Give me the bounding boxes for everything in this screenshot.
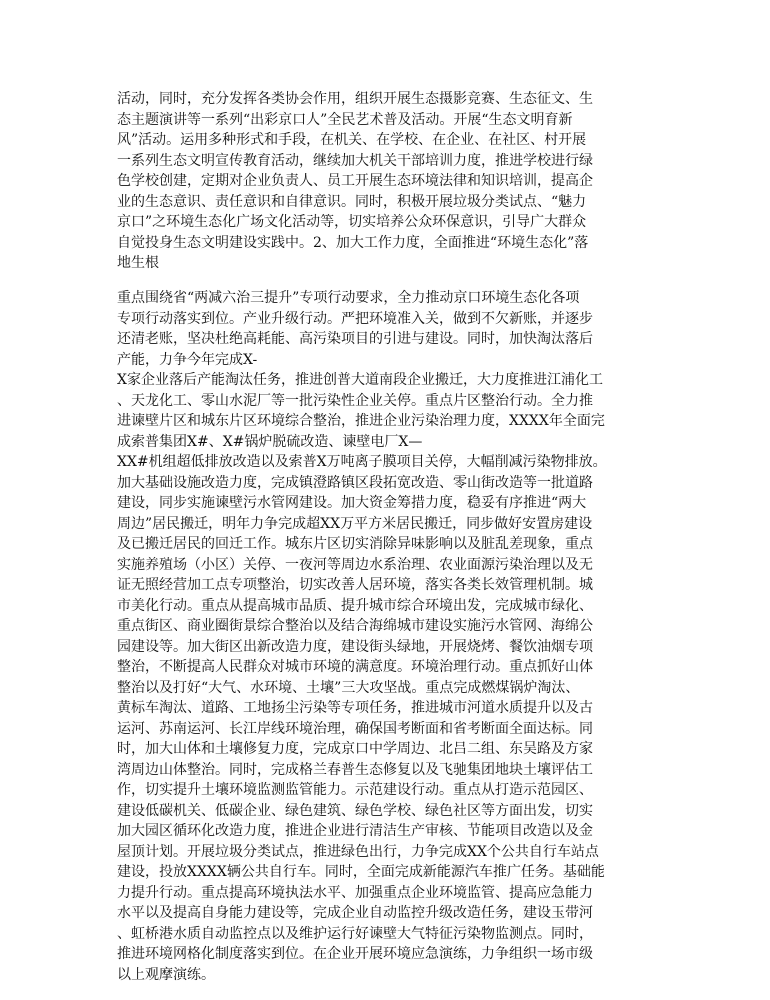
text-line: 市美化行动。重点从提高城市品质、提升城市综合环境出发，完成城市绿化、 (117, 597, 593, 614)
text-line: 实施养殖场（小区）关停、一夜河等周边水系治理、农业面源污染治理以及无 (117, 556, 593, 573)
text-line: X家企业落后产能淘汰任务，推进创普大道南段企业搬迁，大力度推进江浦化工 (117, 372, 603, 388)
text-line: XX#机组超低排放改造以及索普X万吨离子膜项目关停，大幅削减污染物排放。 (117, 454, 607, 470)
text-line: 湾周边山体整治。同时，完成格兰春普生态修复以及飞驰集团地块土壤评估工 (117, 761, 593, 778)
text-line: 产能，力争今年完成X- (117, 351, 258, 368)
text-line: 自觉投身生态文明建设实践中。2、加大工作力度，全面推进“环境生态化”落 (117, 234, 589, 251)
paragraph-1 (117, 89, 657, 274)
text-line: 时，加大山体和土壤修复力度，完成京口中学周边、北吕二组、东吴路及方家 (117, 741, 593, 757)
text-line: 成索普集团X#、X#锅炉脱硫改造、谏壁电厂X— (117, 433, 423, 450)
text-line: 进谏壁片区和城东片区环境综合整治，推进企业污染治理力度，XXXX年全面完 (117, 413, 605, 429)
text-line: 以上观摩演练。 (117, 966, 215, 983)
text-line: 业的生态意识、责任意识和自律意识。同时，积极开展垃圾分类试点、“魅力 (117, 193, 587, 210)
text-line: 及已搬迁居民的回迁工作。城东片区切实消除异味影响以及脏乱差现象，重点 (117, 536, 593, 552)
text-line: 还清老账，坚决杜绝高耗能、高污染项目的引进与建设。同时，加快淘汰落后 (117, 331, 593, 347)
text-line: 态主题演讲等一系列“出彩京口人”全民艺术普及活动。开展“生态文明育新 (117, 111, 573, 128)
text-line: 周边”居民搬迁，明年力争完成超XX万平方米居民搬迁，同步做好安置房建设 (117, 515, 593, 532)
text-line: 专项行动落实到位。产业升级行动。严把环境准入关，做到不欠新账，并逐步 (117, 310, 593, 327)
text-line: 建设，投放XXXX辆公共自行车。同时，全面完成新能源汽车推广任务。基础能 (117, 864, 605, 880)
text-line: 整治，不断提高人民群众对城市环境的满意度。环境治理行动。重点抓好山体 (117, 659, 593, 675)
text-line: 建设，同步实施谏壁污水管网建设。加大资金筹措力度，稳妥有序推进“两大 (117, 495, 587, 511)
text-line: 水平以及提高自身能力建设等，完成企业自动监控升级改造任务，建设玉带河 (117, 905, 593, 921)
text-line: 力提升行动。重点提高环境执法水平、加强重点企业环境监管、提高应急能力 (117, 884, 593, 901)
text-line: 一系列生态文明宣传教育活动，继续加大机关干部培训力度，推进学校进行绿 (117, 152, 593, 169)
text-line: 重点街区、商业圈街景综合整治以及结合海绵城市建设实施污水管网、海绵公 (117, 618, 593, 634)
text-line: 加大基础设施改造力度，完成镇澄路镇区段拓宽改造、零山街改造等一批道路 (117, 474, 593, 491)
text-line: 运河、苏南运河、长江岸线环境治理，确保国考断面和省考断面全面达标。同 (117, 720, 593, 737)
text-line: 整治以及打好“大气、水环境、土壤”三大攻坚战。重点完成燃煤锅炉淘汰、 (117, 679, 580, 696)
text-line: 加大园区循环化改造力度，推进企业进行清洁生产审核、节能项目改造以及金 (117, 823, 593, 839)
text-line: 地生根 (117, 255, 159, 271)
text-line: 色学校创建，定期对企业负责人、员工开展生态环境法律和知识培训，提高企 (117, 173, 593, 189)
text-line: 重点围绕省“两减六治三提升”专项行动要求，全力推动京口环境生态化各项 (117, 290, 580, 306)
text-line: 、天龙化工、零山水泥厂等一批污染性企业关停。重点片区整治行动。全力推 (117, 392, 593, 409)
text-line: 作，切实提升土壤环境监测监管能力。示范建设行动。重点从打造示范园区、 (117, 782, 593, 798)
text-line: 活动，同时，充分发挥各类协会作用，组织开展生态摄影竞赛、生态征文、生 (117, 91, 593, 107)
text-line: 证无照经营加工点专项整治，切实改善人居环境，落实各类长效管理机制。城 (117, 577, 593, 593)
text-line: 、虹桥港水质自动监控点以及维护运行好谏壁大气特征污染物监测点。同时， (117, 925, 593, 942)
paragraph-2 (117, 288, 657, 985)
text-line: 京口”之环境生态化广场文化活动等，切实培养公众环保意识，引导广大群众 (117, 214, 587, 230)
text-line: 建设低碳机关、低碳企业、绿色建筑、绿色学校、绿色社区等方面出发，切实 (117, 802, 593, 819)
text-line: 风”活动。运用多种形式和手段，在机关、在学校、在企业、在社区、村开展 (117, 132, 587, 148)
text-line: 园建设等。加大街区出新改造力度，建设街头绿地，开展烧烤、餐饮油烟专项 (117, 638, 593, 655)
text-line: 推进环境网格化制度落实到位。在企业开展环境应急演练，力争组织一场市级 (117, 946, 593, 962)
text-line: 黄标车淘汰、道路、工地扬尘污染等专项任务，推进城市河道水质提升以及古 (117, 700, 593, 716)
text-line: 屋顶计划。开展垃圾分类试点，推进绿色出行，力争完成XX个公共自行车站点 (117, 843, 599, 860)
